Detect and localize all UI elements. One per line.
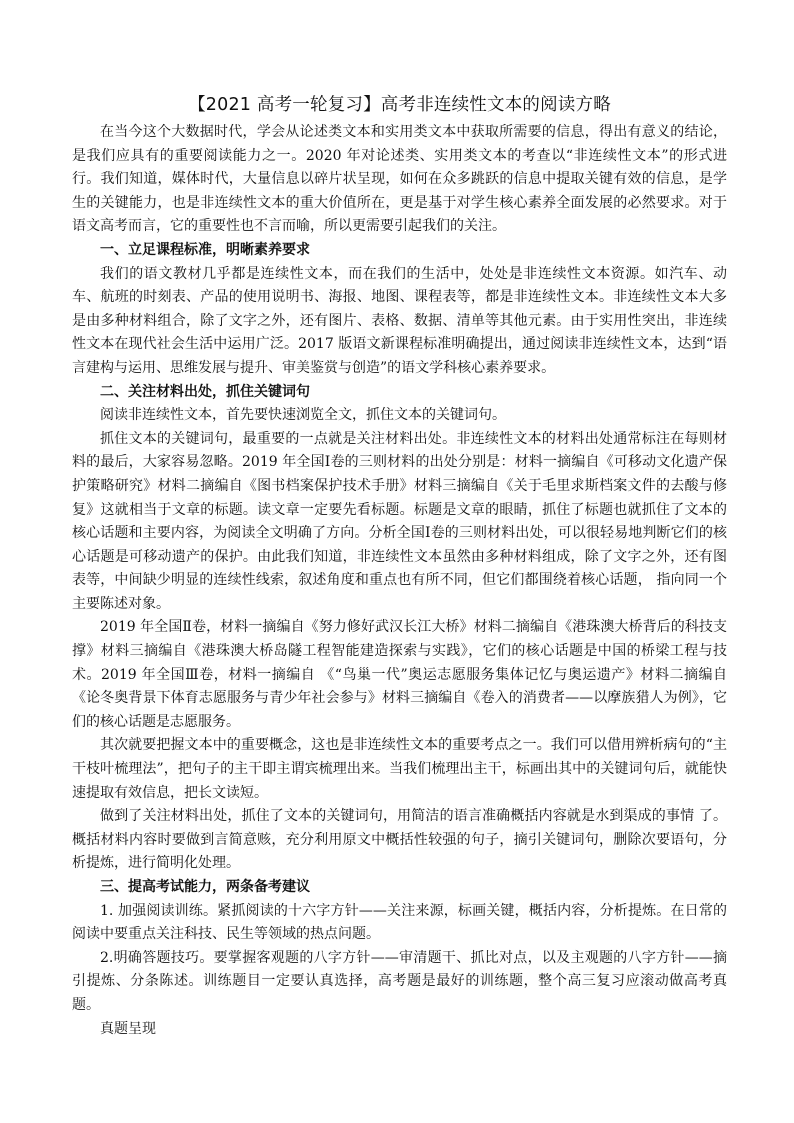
document-title: 【2021 高考一轮复习】高考非连续性文本的阅读方略 — [188, 95, 611, 115]
section-heading-2: 二、关注材料出处，抓住关键词句 — [100, 383, 310, 400]
paragraph-examples: 2019 年全国Ⅱ卷，材料一摘编自《努力修好武汉长江大桥》材料二摘编自《港珠澳大桥背后的科技支撑》材料三摘编自《港珠澳大桥岛隧工程智能建造探索与实践》，它们的核心话题是中国的桥梁工程与技术。2019 年全国Ⅲ卷，材料一摘编自 《“鸟巢一代”奥运志愿服务集体记忆与奥运遗产》材料二摘编自《论冬奥背景下体育志愿服务与青少年社会参与》材料三摘编自《卷入的消费者——以摩族猎人为例》，它们的核心话题是志愿服务。 — [72, 619, 727, 730]
paragraph-concepts: 其次就要把握文本中的重要概念，这也是非连续性文本的重要考点之一。我们可以借用辨析病句的“主干枝叶梳理法”，把句子的主干即主谓宾梳理出来。当我们梳理出主干，标画出其中的关键词句后，就能快速提取有效信息，把长文读短。 — [72, 737, 727, 801]
section-heading-1: 一、立足课程标准，明晰素养要求 — [100, 241, 310, 258]
paragraph-advice-1: 1. 加强阅读训练。紧抓阅读的十六字方针——关注来源，标画关键，概括内容，分析提炼。在日常的阅读中要重点关注科技、民生等领域的热点问题。 — [72, 902, 727, 943]
paragraph-source: 抓住文本的关键词句，最重要的一点就是关注材料出处。非连续性文本的材料出处通常标注在每则材料的最后，大家容易忽略。2019 年全国Ⅰ卷的三则材料的出处分别是：材料一摘编自《可移动文化遗产保护策略研究》材料二摘编自《图书档案保护技术手册》材料三摘编自《关于毛里求斯档案文件的去酸与修复》这就相当于文章的标题。读文章一定要先看标题。标题是文章的眼睛，抓住了标题也就抓住了文本的核心话题和主要内容，为阅读全文明确了方向。分析全国Ⅰ卷的三则材料出处，可以很轻易地判断它们的核心话题是可移动遗产的保护。由此我们知道，非连续性文本虽然由多种材料组成，除了文字之外，还有图表等，中间缺少明显的连续性线索，叙述角度和重点也有所不同，但它们都围绕着核心话题， 指向同一个主要陈述对象。 — [72, 430, 727, 612]
paragraph-skim: 阅读非连续性文本，首先要快速浏览全文，抓住文本的关键词句。 — [100, 407, 506, 424]
paragraph-summary: 做到了关注材料出处，抓住了文本的关键词句，用简洁的语言准确概括内容就是水到渠成的事情 了。概括材料内容时要做到言简意赅，充分利用原文中概括性较强的句子，摘引关键词句，删除次要语句，分析提炼，进行简明化处理。 — [72, 808, 727, 872]
paragraph-intro: 在当今这个大数据时代，学会从论述类文本和实用类文本中获取所需要的信息，得出有意义的结论，是我们应具有的重要阅读能力之一。2020 年对论述类、实用类文本的考查以“非连续性文本”的形式进行。我们知道，媒体时代，大量信息以碎片状呈现，如何在众多跳跃的信息中提取关键有效的信息，是学生的关键能力，也是非连续性文本的重大价值所在，更是基于对学生核心素养全面发展的必然要求。对于语文高考而言，它的重要性也不言而喻，所以更需要引起我们的关注。 — [72, 124, 727, 235]
paragraph-real-questions: 真题呈现 — [100, 1020, 156, 1037]
paragraph-curriculum: 我们的语文教材几乎都是连续性文本，而在我们的生活中，处处是非连续性文本资源。如汽车、动车、航班的时刻表、产品的使用说明书、海报、地图、课程表等，都是非连续性文本。非连续性文本大多是由多种材料组合，除了文字之外，还有图片、表格、数据、清单等其他元素。由于实用性突出，非连续性文本在现代社会生活中运用广泛。2017 版语文新课程标准明确提出，通过阅读非连续性文本，达到“语言建构与运用、思维发展与提升、审美鉴赏与创造”的语文学科核心素养要求。 — [72, 265, 727, 376]
paragraph-advice-2: 2.明确答题技巧。要掌握客观题的八字方针——审清题干、抓比对点，以及主观题的八字方针——摘引提炼、分条陈述。训练题目一定要认真选择，高考题是最好的训练题，整个高三复习应滚动做高考真题。 — [72, 949, 727, 1013]
document-page — [72, 92, 727, 1041]
section-heading-3: 三、提高考试能力，两条备考建议 — [100, 879, 310, 895]
